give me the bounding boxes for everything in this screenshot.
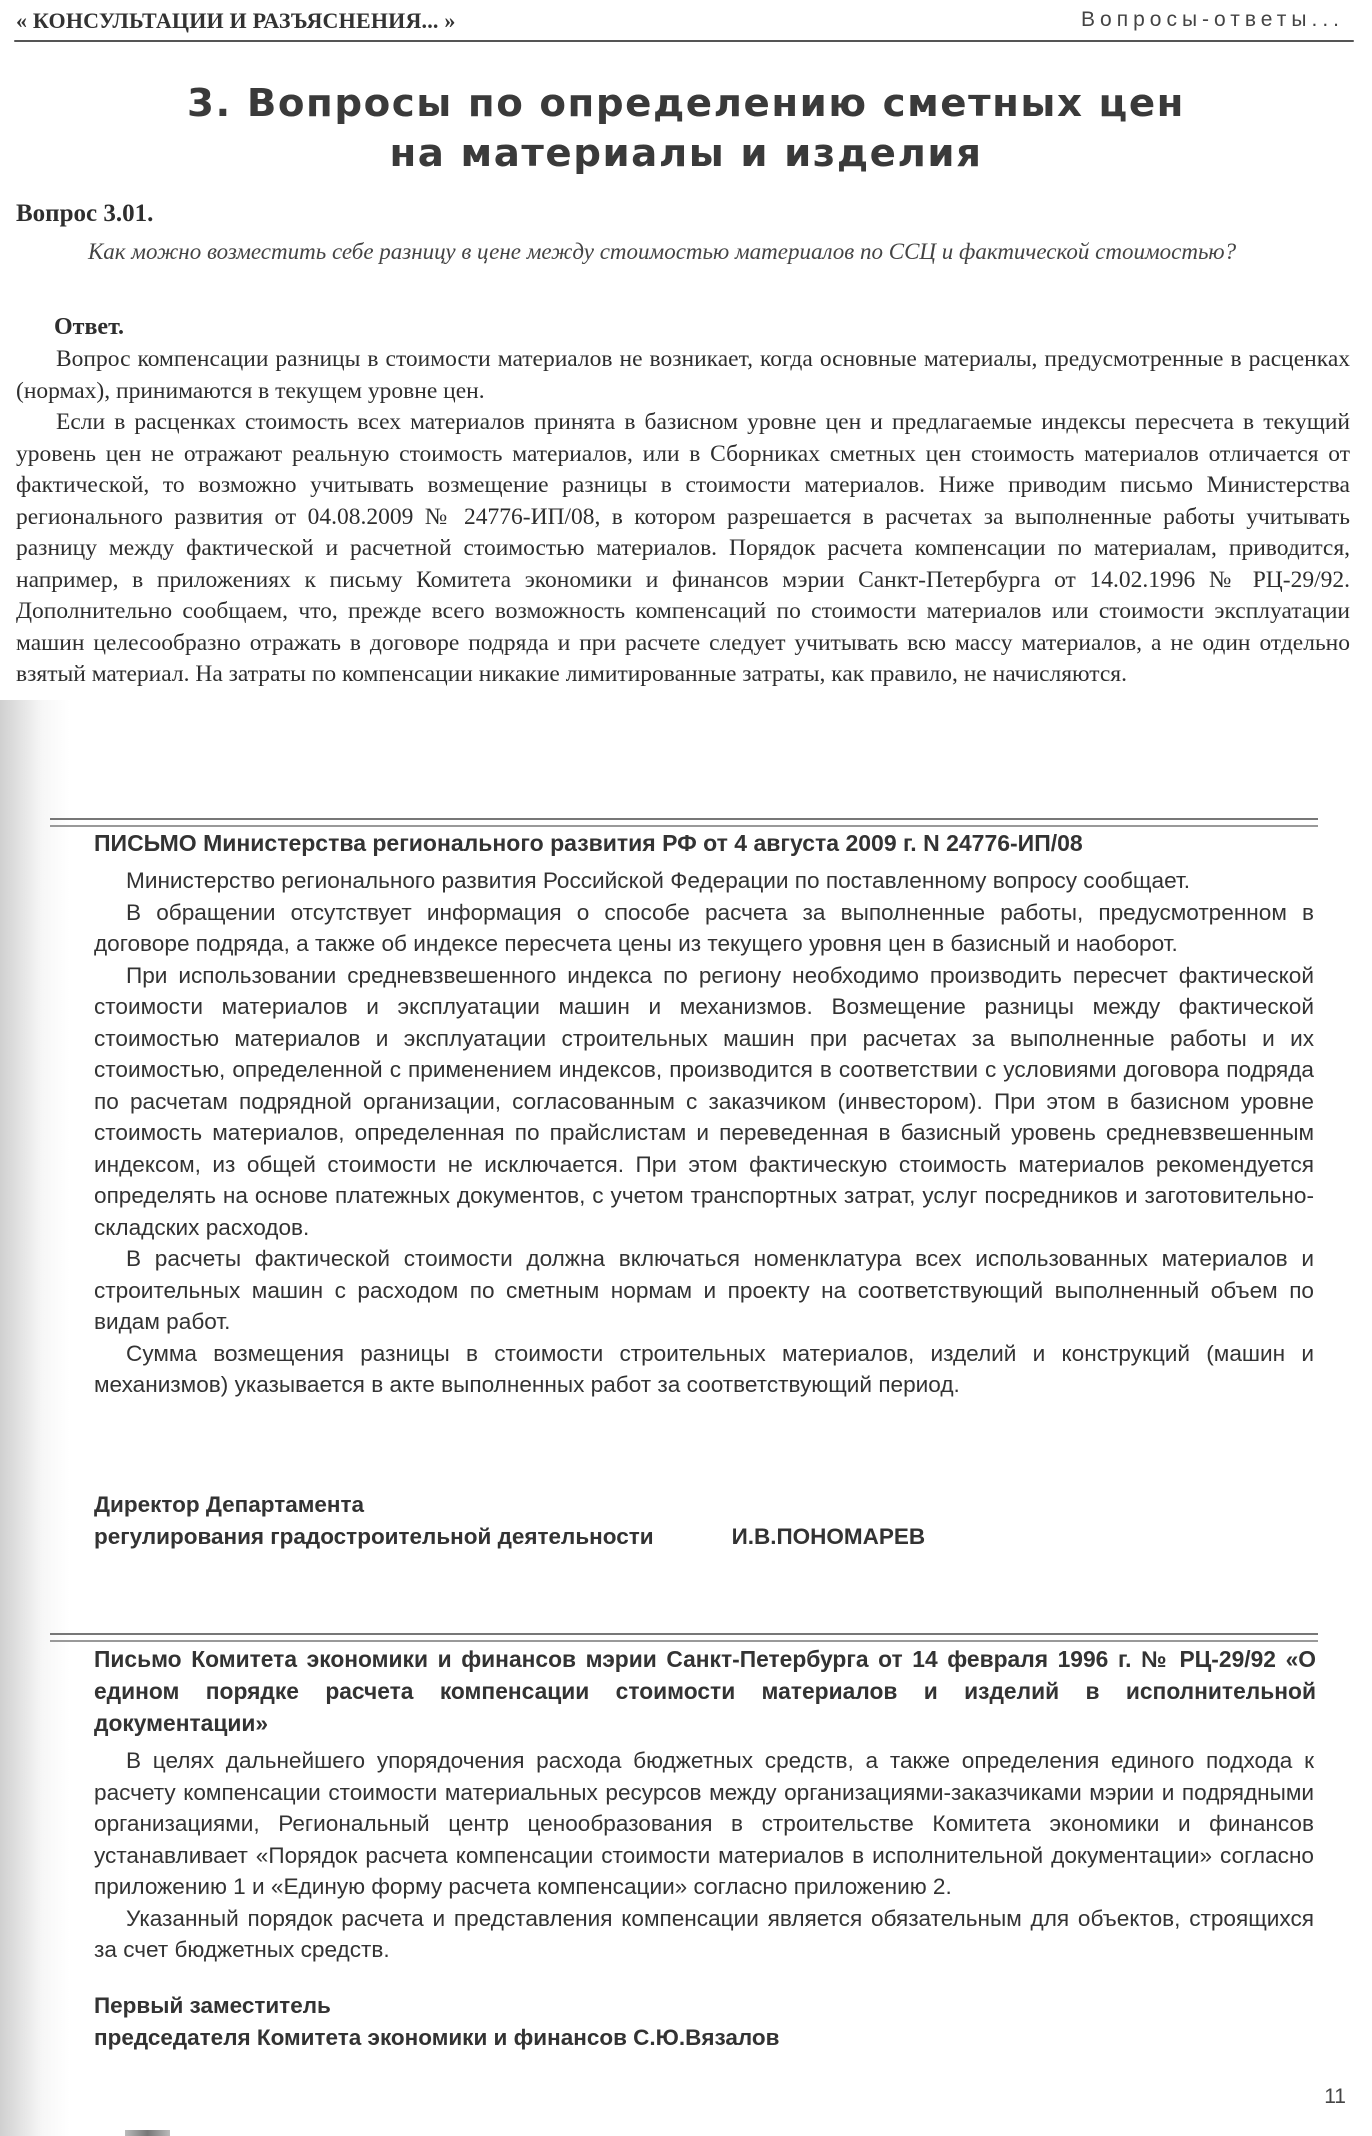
page-number: 11	[1324, 2085, 1346, 2108]
chapter-title	[0, 78, 1372, 178]
chapter-title-line2: на материалы и изделия	[389, 131, 983, 175]
answer-paragraph: Если в расценках стоимость всех материалов принята в базисном уровне цен и предлагаемые индексы пересчета в текущий уровень цен не отражают реальную стоимость материалов, или в Сборниках сметных цен стоимость материалов отличается от фактической, то возможно учитывать возмещение разницы в стоимости материалов. Ниже приводим письмо Министерства регионального развития от 04.08.2009 № 24776-ИП/08, в котором разрешается в расчетах за выполненные работы учитывать разницу между фактической и расчетной стоимостью материалов. Порядок расчета компенсации по материалам, приводится, например, в приложениях к письму Комитета экономики и финансов мэрии Санкт-Петербурга от 14.02.1996 № РЦ-29/92. Дополнительно сообщаем, что, прежде всего возможность компенсаций по стоимости материалов или стоимости эксплуатации машин целесообразно отражать в договоре подряда и при расчете следует учитывать всю массу материалов, а не один отдельно взятый материал. На затраты по компенсации никакие лимитированные затраты, как правило, не начисляются.	[16, 409, 1350, 687]
answer-label: Ответ.	[54, 314, 125, 340]
signature-title: Первый заместитель	[94, 1993, 331, 2018]
letter-title: ПИСЬМО Министерства регионального развития РФ от 4 августа 2009 г. N 24776-ИП/08	[94, 830, 1083, 856]
answer-body	[16, 344, 1350, 691]
letter-paragraph: Министерство регионального развития Российской Федерации по поставленному вопросу сообщает.	[126, 868, 1191, 893]
signature-title: Директор Департамента	[94, 1492, 365, 1517]
letter-body	[94, 1745, 1314, 1966]
running-head-category: Вопросы-ответы...	[1081, 8, 1344, 31]
question-label: Вопрос 3.01.	[16, 200, 154, 227]
signature-department: регулирования градостроительной деятельности	[94, 1523, 654, 1549]
section-divider	[50, 818, 1318, 827]
letter-paragraph: При использовании средневзвешенного индекса по региону необходимо производить пересчет фактической стоимости материалов и эксплуатации машин и механизмов. Возмещение разницы между фактической стоимостью материалов и эксплуатации строительных машин при расчетах за выполненные работы и их стоимостью, определенной с применением индексов, производится в соответствии с условиями договора подряда по расчетам подрядной организации, согласованным с заказчиком (инвестором). При этом в базисном уровне стоимость материалов, определенная по прайслистам и переведенная в базисный уровень средневзвешенным индексом, из общей стоимости не исключается. При этом фактическую стоимость материалов рекомендуется определять на основе платежных документов, с учетом транспортных затрат, услуг посредников и заготовительно-складских расходов.	[94, 962, 1314, 1240]
letter-signature	[94, 1990, 779, 2053]
header-rule	[14, 40, 1354, 42]
letter-paragraph: В расчеты фактической стоимости должна включаться номенклатура всех использованных материалов и строительных машин с расходом по сметным нормам и проекту на соответствующий выполненный объем по видам работ.	[94, 1246, 1314, 1334]
section-divider	[50, 1633, 1318, 1642]
letter-paragraph: Указанный порядок расчета и представления компенсации является обязательным для объектов, строящихся за счет бюджетных средств.	[94, 1905, 1314, 1962]
chapter-title-line1: 3. Вопросы по определению сметных цен	[187, 81, 1185, 125]
letter-title: Письмо Комитета экономики и финансов мэрии Санкт-Петербурга от 14 февраля 1996 г. № РЦ-29/92 «О едином порядке расчета компенсации стоимости материалов и изделий в исполнительной документации»	[94, 1646, 1316, 1736]
letter-paragraph: В целях дальнейшего упорядочения расхода бюджетных средств, а также определения единого подхода к расчету компенсации стоимости материальных ресурсов между организациями-заказчиками мэрии и подрядными организациями, Региональный центр ценообразования в строительстве Комитета экономики и финансов устанавливает «Порядок расчета компенсации стоимости материалов в исполнительной документации» согласно приложению 1 и «Единую форму расчета компенсации» согласно приложению 2.	[94, 1748, 1314, 1899]
answer-paragraph: Вопрос компенсации разницы в стоимости материалов не возникает, когда основные материалы, предусмотренные в расценках (нормах), принимаются в текущем уровне цен.	[16, 346, 1350, 404]
letter-signature	[94, 1489, 925, 1552]
question-text: Как можно возместить себе разницу в цене между стоимостью материалов по ССЦ и фактической стоимостью?	[88, 239, 1237, 264]
scan-artifact	[125, 2130, 170, 2136]
scan-edge-shadow	[0, 700, 70, 2136]
signature-name: председателя Комитета экономики и финансов С.Ю.Вязалов	[94, 2024, 780, 2050]
signature-name: И.В.ПОНОМАРЕВ	[731, 1523, 926, 1549]
running-head-section: « КОНСУЛЬТАЦИИ И РАЗЪЯСНЕНИЯ... »	[16, 8, 456, 33]
letter-body	[94, 865, 1314, 1401]
running-head	[14, 6, 1354, 38]
letter-paragraph: Сумма возмещения разницы в стоимости строительных материалов, изделий и конструкций (машин и механизмов) указывается в акте выполненных работ за соответствующий период.	[94, 1340, 1314, 1397]
letter-paragraph: В обращении отсутствует информация о способе расчета за выполненные работы, предусмотренном в договоре подряда, а также об индексе пересчета цены из текущего уровня цен в базисный и наоборот.	[94, 899, 1314, 956]
